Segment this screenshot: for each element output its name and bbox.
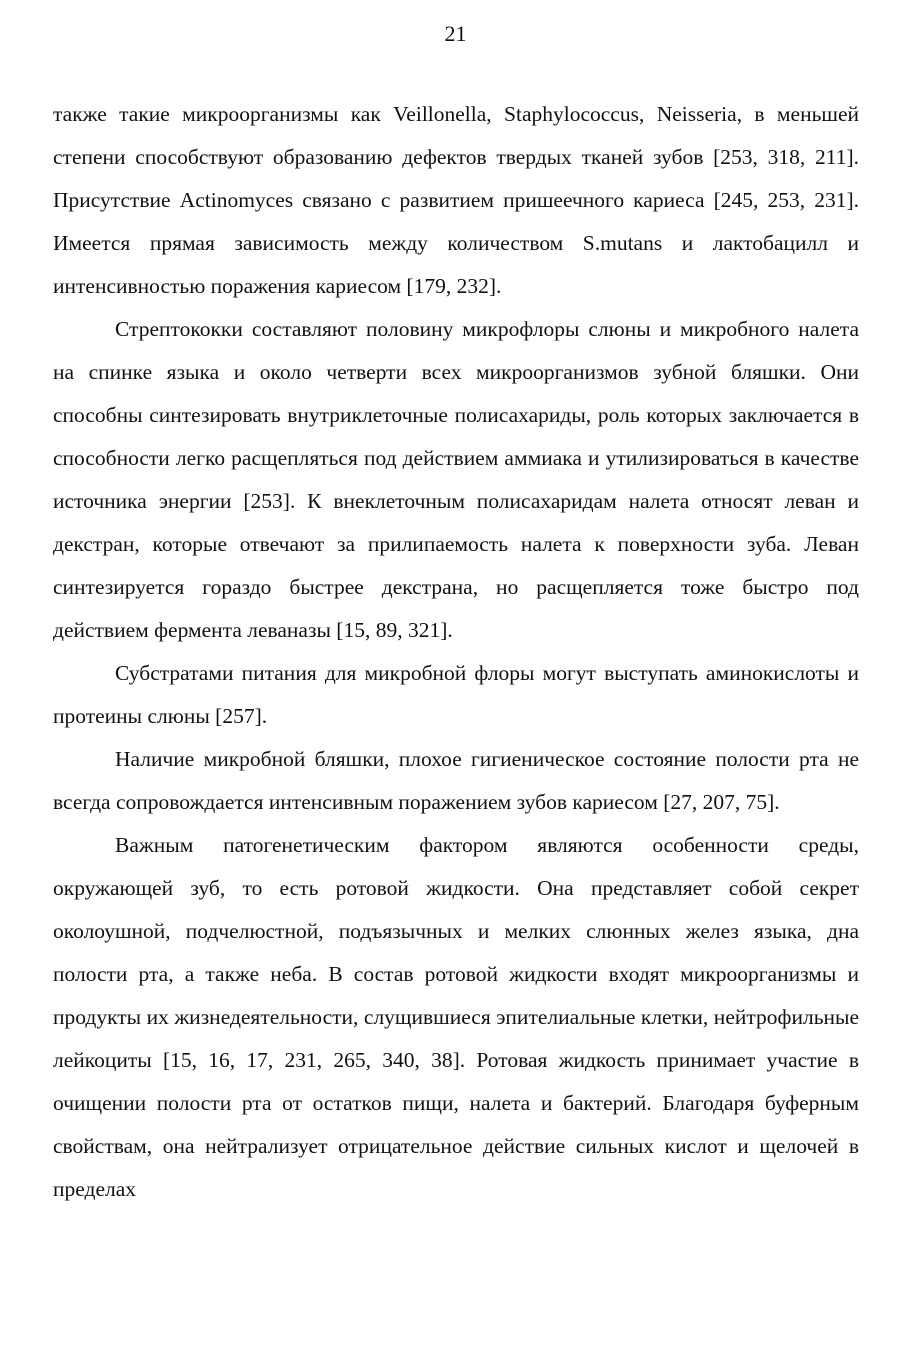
page-number: 21 [444, 21, 467, 46]
paragraph-1: также такие микроорганизмы как Veillonella, Staphylococcus, Neisseria, в меньшей степени способствуют образованию дефектов твердых тканей зубов [253, 318, 211]. Присутствие Actinomyces связано с развитием пришеечного кариеса [245, 253, 231]. Имеется прямая зависимость между количеством S.mutans и лактобацилл и интенсивностью поражения кариесом [179, 232]. [53, 102, 859, 298]
body-text [53, 93, 859, 1211]
paragraph-4: Наличие микробной бляшки, плохое гигиеническое состояние полости рта не всегда сопровождается интенсивным поражением зубов кариесом [27, 207, 75]. [53, 747, 859, 814]
paragraph-5: Важным патогенетическим фактором являются особенности среды, окружающей зуб, то есть ротовой жидкости. Она представляет собой секрет околоушной, подчелюстной, подъязычных и мелких слюнных желез языка, дна полости рта, а также неба. В состав ротовой жидкости входят микроорганизмы и продукты их жизнедеятельности, слущившиеся эпителиальные клетки, нейтрофильные лейкоциты [15, 16, 17, 231, 265, 340, 38]. Ротовая жидкость принимает участие в очищении полости рта от остатков пищи, налета и бактерий. Благодаря буферным свойствам, она нейтрализует отрицательное действие сильных кислот и щелочей в пределах [53, 833, 859, 1201]
paragraph-3: Субстратами питания для микробной флоры могут выступать аминокислоты и протеины слюны [257]. [53, 661, 859, 728]
paragraph-2: Стрептококки составляют половину микрофлоры слюны и микробного налета на спинке языка и около четверти всех микроорганизмов зубной бляшки. Они способны синтезировать внутриклеточные полисахариды, роль которых заключается в способности легко расщепляться под действием аммиака и утилизироваться в качестве источника энергии [253]. К внеклеточным полисахаридам налета относят леван и декстран, которые отвечают за прилипаемость налета к поверхности зуба. Леван синтезируется гораздо быстрее декстрана, но расщепляется тоже быстро под действием фермента леваназы [15, 89, 321]. [53, 317, 859, 642]
